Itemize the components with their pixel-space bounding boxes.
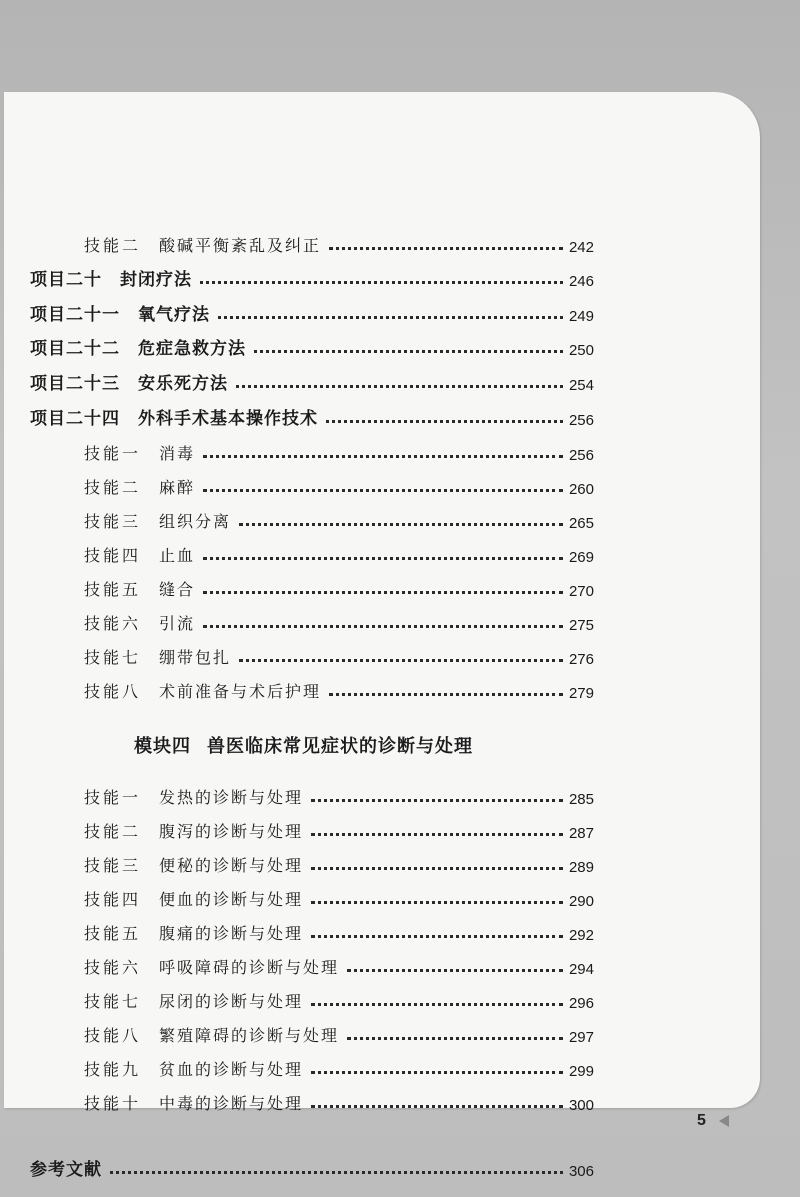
dot-leader	[311, 1071, 563, 1074]
entry-prefix: 技能四	[84, 890, 142, 909]
toc-entry-skill[interactable]	[84, 472, 594, 498]
entry-prefix: 项目二十一	[30, 305, 120, 325]
arrow-left-icon	[719, 1115, 729, 1127]
dot-leader	[203, 489, 563, 492]
entry-page: 275	[568, 617, 594, 634]
entry-prefix: 技能八	[84, 1026, 142, 1045]
entry-page: 300	[568, 1097, 594, 1114]
entry-prefix: 技能四	[84, 546, 142, 565]
dot-leader	[311, 867, 563, 870]
dot-leader	[347, 1037, 563, 1040]
dot-leader	[329, 247, 563, 250]
entry-title: 止血	[159, 546, 196, 565]
dot-leader	[236, 385, 563, 388]
entry-title: 麻醉	[159, 478, 196, 497]
entry-page: 249	[568, 308, 594, 325]
entry-page: 256	[568, 412, 594, 429]
entry-title: 参考文献	[30, 1160, 102, 1180]
page-number: 5	[697, 1112, 706, 1129]
entry-page: 279	[568, 685, 594, 702]
toc-entry-skill[interactable]	[84, 574, 594, 600]
entry-page: 294	[568, 961, 594, 978]
entry-title: 安乐死方法	[138, 374, 228, 394]
entry-page: 285	[568, 791, 594, 808]
dot-leader	[326, 420, 563, 423]
entry-page: 306	[568, 1163, 594, 1180]
entry-title: 贫血的诊断与处理	[159, 1060, 304, 1079]
entry-page: 296	[568, 995, 594, 1012]
entry-page: 269	[568, 549, 594, 566]
toc-entry-skill[interactable]	[84, 608, 594, 634]
toc-entry-skill[interactable]	[84, 782, 594, 808]
module-title: 兽医临床常见症状的诊断与处理	[207, 736, 473, 757]
entry-prefix: 技能一	[84, 788, 142, 807]
dot-leader	[311, 1105, 563, 1108]
entry-page: 299	[568, 1063, 594, 1080]
entry-page: 292	[568, 927, 594, 944]
dot-leader	[203, 455, 563, 458]
dot-leader	[311, 799, 563, 802]
entry-prefix: 技能五	[84, 924, 142, 943]
entry-title: 氧气疗法	[138, 305, 210, 325]
entry-page: 265	[568, 515, 594, 532]
entry-prefix: 技能二	[84, 478, 142, 497]
dot-leader	[200, 281, 563, 284]
entry-page: 246	[568, 273, 594, 290]
entry-prefix: 项目二十四	[30, 409, 120, 429]
dot-leader	[218, 316, 563, 319]
entry-title: 术前准备与术后护理	[159, 682, 322, 701]
entry-title: 腹泻的诊断与处理	[159, 822, 304, 841]
toc-entry-references[interactable]	[30, 1154, 594, 1180]
toc-entry-skill[interactable]	[84, 438, 594, 464]
entry-prefix: 技能三	[84, 856, 142, 875]
dot-leader	[311, 901, 563, 904]
entry-prefix: 技能三	[84, 512, 142, 531]
toc-entry-skill[interactable]	[84, 1020, 594, 1046]
toc-entry-project[interactable]	[30, 333, 594, 359]
toc-entry-skill[interactable]	[84, 1088, 594, 1114]
entry-page: 276	[568, 651, 594, 668]
entry-prefix: 项目二十三	[30, 374, 120, 394]
dot-leader	[311, 1003, 563, 1006]
entry-prefix: 技能六	[84, 614, 142, 633]
dot-leader	[347, 969, 563, 972]
dot-leader	[203, 625, 563, 628]
dot-leader	[329, 693, 563, 696]
entry-title: 危症急救方法	[138, 339, 246, 359]
entry-title: 缝合	[159, 580, 196, 599]
toc-entry-skill[interactable]	[84, 676, 594, 702]
dot-leader	[110, 1171, 563, 1174]
toc-entry-project[interactable]	[30, 264, 594, 290]
dot-leader	[311, 833, 563, 836]
entry-title: 呼吸障碍的诊断与处理	[159, 958, 340, 977]
entry-title: 繁殖障碍的诊断与处理	[159, 1026, 340, 1045]
entry-prefix: 技能五	[84, 580, 142, 599]
entry-prefix: 技能七	[84, 648, 142, 667]
module-heading[interactable]	[134, 732, 473, 758]
toc-entry-skill[interactable]	[84, 506, 594, 532]
dot-leader	[203, 591, 563, 594]
toc-entry-skill[interactable]	[84, 884, 594, 910]
toc-entry-project[interactable]	[30, 403, 594, 429]
entry-title: 消毒	[159, 444, 196, 463]
entry-title: 引流	[159, 614, 196, 633]
entry-prefix: 技能一	[84, 444, 142, 463]
entry-page: 242	[568, 239, 594, 256]
entry-title: 便血的诊断与处理	[159, 890, 304, 909]
toc-entry-project[interactable]	[30, 368, 594, 394]
entry-title: 发热的诊断与处理	[159, 788, 304, 807]
entry-prefix: 项目二十二	[30, 339, 120, 359]
entry-title: 组织分离	[159, 512, 232, 531]
dot-leader	[239, 523, 563, 526]
entry-prefix: 技能十	[84, 1094, 142, 1113]
toc-entry-skill[interactable]	[84, 952, 594, 978]
dot-leader	[311, 935, 563, 938]
toc-entry-skill[interactable]	[84, 850, 594, 876]
toc-entry-skill[interactable]	[84, 1054, 594, 1080]
entry-page: 254	[568, 377, 594, 394]
entry-prefix: 技能二	[84, 822, 142, 841]
toc-page	[4, 92, 760, 1180]
entry-prefix: 技能九	[84, 1060, 142, 1079]
entry-page: 297	[568, 1029, 594, 1046]
toc-entry-skill[interactable]	[84, 918, 594, 944]
entry-prefix: 技能六	[84, 958, 142, 977]
entry-page: 290	[568, 893, 594, 910]
toc-entry-skill[interactable]	[84, 642, 594, 668]
entry-prefix: 项目二十	[30, 270, 102, 290]
entry-prefix: 技能七	[84, 992, 142, 1011]
entry-title: 便秘的诊断与处理	[159, 856, 304, 875]
entry-title: 腹痛的诊断与处理	[159, 924, 304, 943]
entry-title: 外科手术基本操作技术	[138, 409, 318, 429]
entry-title: 封闭疗法	[120, 270, 192, 290]
dot-leader	[203, 557, 563, 560]
dot-leader	[254, 350, 563, 353]
toc-entry-skill[interactable]	[84, 230, 594, 256]
module-prefix: 模块四	[134, 736, 191, 757]
entry-page: 260	[568, 481, 594, 498]
entry-prefix: 技能二	[84, 236, 142, 255]
entry-page: 250	[568, 342, 594, 359]
entry-page: 289	[568, 859, 594, 876]
entry-page: 270	[568, 583, 594, 600]
entry-page: 287	[568, 825, 594, 842]
entry-title: 绷带包扎	[159, 648, 232, 667]
entry-title: 酸碱平衡紊乱及纠正	[159, 236, 322, 255]
dot-leader	[239, 659, 563, 662]
entry-title: 尿闭的诊断与处理	[159, 992, 304, 1011]
toc-entry-skill[interactable]	[84, 816, 594, 842]
entry-title: 中毒的诊断与处理	[159, 1094, 304, 1113]
entry-prefix: 技能八	[84, 682, 142, 701]
toc-entry-skill[interactable]	[84, 986, 594, 1012]
toc-entry-project[interactable]	[30, 299, 594, 325]
toc-entry-skill[interactable]	[84, 540, 594, 566]
entry-page: 256	[568, 447, 594, 464]
